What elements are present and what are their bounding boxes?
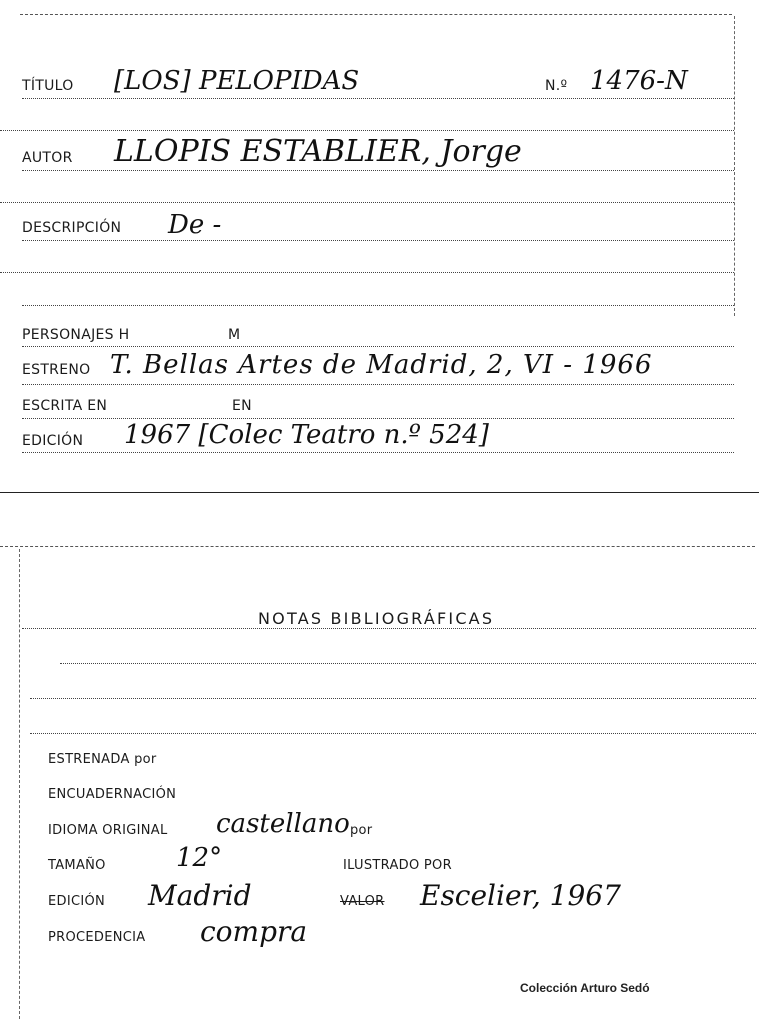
procedencia-label: PROCEDENCIA — [48, 930, 146, 945]
edicion-label: EDICIÓN — [22, 433, 84, 449]
escrita-label: ESCRITA EN — [22, 398, 108, 414]
tamano-label: TAMAÑO — [48, 858, 106, 873]
rule-line — [0, 272, 734, 273]
card-top-edge — [20, 14, 732, 15]
estreno-line — [22, 384, 734, 385]
edicion-line — [22, 452, 734, 453]
titulo-value: [LOS] PELOPIDAS — [114, 66, 360, 96]
titulo-line — [22, 98, 734, 99]
catalog-card-bottom — [0, 493, 759, 1028]
rule-line — [30, 733, 756, 734]
rule-line — [30, 698, 756, 699]
rule-line — [22, 305, 734, 306]
numero-value: 1476-N — [590, 66, 688, 96]
rule-line — [60, 663, 756, 664]
numero-label: N.º — [545, 78, 568, 94]
collection-footer: Colección Arturo Sedó — [520, 981, 650, 995]
ilustrado-label: ILUSTRADO POR — [343, 858, 452, 873]
descripcion-value: De - — [168, 210, 222, 240]
autor-value: LLOPIS ESTABLIER, Jorge — [114, 134, 522, 169]
edicion-label: EDICIÓN — [48, 894, 106, 909]
descripcion-line — [22, 240, 734, 241]
valor-label: VALOR — [340, 894, 385, 909]
rule-line — [0, 130, 734, 131]
escrita-line — [22, 418, 734, 419]
idioma-label: IDIOMA ORIGINAL — [48, 823, 168, 838]
procedencia-value: compra — [200, 915, 308, 948]
card-left-edge — [19, 549, 20, 1019]
encuadernacion-label: ENCUADERNACIÓN — [48, 787, 177, 802]
escrita-en-label: EN — [232, 398, 252, 414]
idioma-por-label: por — [350, 823, 373, 838]
tamano-value: 12° — [176, 843, 223, 873]
card-top-edge — [0, 546, 755, 547]
personajes-line — [22, 346, 734, 347]
descripcion-label: DESCRIPCIÓN — [22, 220, 122, 236]
rule-line — [0, 202, 734, 203]
personajes-m-label: M — [228, 327, 241, 343]
personajes-label: PERSONAJES H — [22, 327, 130, 343]
catalog-card-top — [0, 0, 759, 492]
valor-value: Escelier, 1967 — [420, 879, 621, 912]
titulo-label: TÍTULO — [22, 78, 74, 94]
idioma-value: castellano — [216, 809, 350, 839]
estreno-value: T. Bellas Artes de Madrid, 2, VI - 1966 — [110, 350, 653, 380]
notas-heading: NOTAS BIBLIOGRÁFICAS — [258, 609, 495, 628]
edicion-value: Madrid — [148, 879, 252, 912]
rule-line — [22, 628, 756, 629]
edicion-value: 1967 [Colec Teatro n.º 524] — [124, 420, 489, 450]
autor-line — [22, 170, 734, 171]
card-right-edge — [734, 16, 735, 316]
estreno-label: ESTRENO — [22, 362, 91, 378]
estrenada-label: ESTRENADA por — [48, 752, 157, 767]
autor-label: AUTOR — [22, 150, 73, 166]
